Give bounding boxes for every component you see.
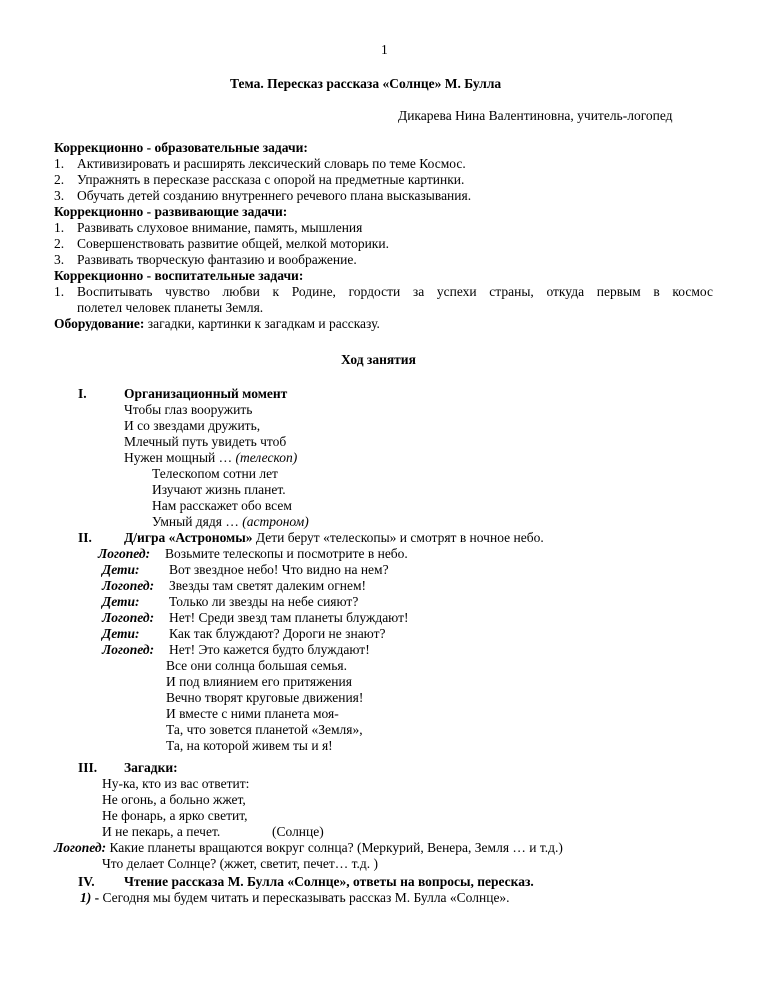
dialogue-text: Вот звездное небо! Что видно на нем? <box>169 562 389 577</box>
poem-line: Все они солнца большая семья. <box>166 658 347 673</box>
riddle-text: Умный дядя … <box>152 514 243 529</box>
section-heading-upbringing: Коррекционно - воспитательные задачи: <box>54 268 304 283</box>
riddle-line: Нам расскажет обо всем <box>152 498 292 513</box>
dialogue-text: Как так блуждают? Дороги не знают? <box>169 626 386 641</box>
riddle-line: Телескопом сотни лет <box>152 466 278 481</box>
section-item-text: Активизировать и расширять лексический словарь по теме Космос. <box>77 156 466 171</box>
speaker-label: Дети: <box>102 594 140 609</box>
section-item-num: 1. <box>54 156 65 171</box>
riddle-answer: (астроном) <box>242 514 309 529</box>
riddle-line: Изучают жизнь планет. <box>152 482 286 497</box>
part-title: Загадки: <box>124 760 178 775</box>
section-heading-educational: Коррекционно - образовательные задачи: <box>54 140 308 155</box>
question-line <box>54 840 563 856</box>
riddle-text: Нужен мощный … <box>124 450 236 465</box>
section-item-num: 1. <box>54 220 65 235</box>
part-title: Д/игра «Астрономы» <box>124 530 253 545</box>
poem-line: И под влиянием его притяжения <box>166 674 352 689</box>
section-heading-developmental: Коррекционно - развивающие задачи: <box>54 204 288 219</box>
section-item-num: 1. <box>54 284 65 299</box>
riddle-line <box>124 450 297 466</box>
poem-line: И вместе с ними планета моя- <box>166 706 339 721</box>
section-item-text: Воспитывать чувство любви к Родине, гордости за успехи страны, откуда первым в космос <box>77 284 713 299</box>
riddle-answer: (Солнце) <box>272 824 324 839</box>
section-item-text: Упражнять в пересказе рассказа с опорой на предметные картинки. <box>77 172 465 187</box>
speaker-label: Логопед: <box>98 546 151 561</box>
riddle-line: Не фонарь, а ярко светит, <box>102 808 248 823</box>
dialogue-text: Только ли звезды на небе сияют? <box>169 594 359 609</box>
dialogue-text: Нет! Среди звезд там планеты блуждают! <box>169 610 409 625</box>
riddle-line: И со звездами дружить, <box>124 418 261 433</box>
section-item-text: Развивать слуховое внимание, память, мышления <box>77 220 363 235</box>
poem-line: Та, на которой живем ты и я! <box>166 738 333 753</box>
section-item-num: 2. <box>54 236 65 251</box>
equipment-label: Оборудование: <box>54 316 145 331</box>
speaker-label: Логопед: <box>54 840 107 855</box>
section-item-num: 3. <box>54 252 65 267</box>
author-line: Дикарева Нина Валентиновна, учитель-логопед <box>398 108 673 123</box>
question-line: Что делает Солнце? (жжет, светит, печет… т.д. ) <box>102 856 379 871</box>
dialogue-text: Возьмите телескопы и посмотрите в небо. <box>165 546 408 561</box>
item-dash: - <box>91 890 103 905</box>
speaker-label: Дети: <box>102 562 140 577</box>
part-number: IV. <box>78 874 95 889</box>
riddle-line: Ну-ка, кто из вас ответит: <box>102 776 250 791</box>
section-item-num: 2. <box>54 172 65 187</box>
part-title: Организационный момент <box>124 386 288 401</box>
section-item-continuation: полетел человек планеты Земля. <box>77 300 264 315</box>
part-number: I. <box>78 386 87 401</box>
riddle-line: И не пекарь, а печет. <box>102 824 221 839</box>
dialogue-text: Нет! Это кажется будто блуждают! <box>169 642 370 657</box>
section-item-text: Совершенствовать развитие общей, мелкой моторики. <box>77 236 389 251</box>
dialogue-text: Звезды там светят далеким огнем! <box>169 578 367 593</box>
speaker-label: Логопед: <box>102 578 155 593</box>
part-line <box>124 530 544 546</box>
page-number: 1 <box>381 42 388 57</box>
riddle-line <box>152 514 309 530</box>
equipment-line <box>54 316 380 332</box>
riddle-line: Чтобы глаз вооружить <box>124 402 253 417</box>
speaker-label: Логопед: <box>102 610 155 625</box>
section-item-text: Обучать детей созданию внутреннего речевого плана высказывания. <box>77 188 472 203</box>
speaker-label: Логопед: <box>102 642 155 657</box>
list-item <box>80 890 510 906</box>
poem-line: Вечно творят круговые движения! <box>166 690 364 705</box>
item-number: 1) <box>80 890 92 905</box>
document-title: Тема. Пересказ рассказа «Солнце» М. Булла <box>230 76 502 91</box>
riddle-line: Млечный путь увидеть чтоб <box>124 434 287 449</box>
item-text: Сегодня мы будем читать и пересказывать рассказ М. Булла «Солнце». <box>102 890 510 905</box>
section-item-text: Развивать творческую фантазию и воображение. <box>77 252 357 267</box>
part-number: II. <box>78 530 92 545</box>
part-number: III. <box>78 760 98 775</box>
poem-line: Та, что зовется планетой «Земля», <box>166 722 363 737</box>
riddle-line: Не огонь, а больно жжет, <box>102 792 246 807</box>
section-item-num: 3. <box>54 188 65 203</box>
part-text: Дети берут «телескопы» и смотрят в ночное небо. <box>252 530 544 545</box>
question-text: Какие планеты вращаются вокруг солнца? (Меркурий, Венера, Земля … и т.д.) <box>106 840 563 855</box>
course-title: Ход занятия <box>341 352 416 367</box>
speaker-label: Дети: <box>102 626 140 641</box>
riddle-answer: (телескоп) <box>235 450 298 465</box>
part-title: Чтение рассказа М. Булла «Солнце», ответы на вопросы, пересказ. <box>124 874 534 889</box>
equipment-text: загадки, картинки к загадкам и рассказу. <box>144 316 380 331</box>
